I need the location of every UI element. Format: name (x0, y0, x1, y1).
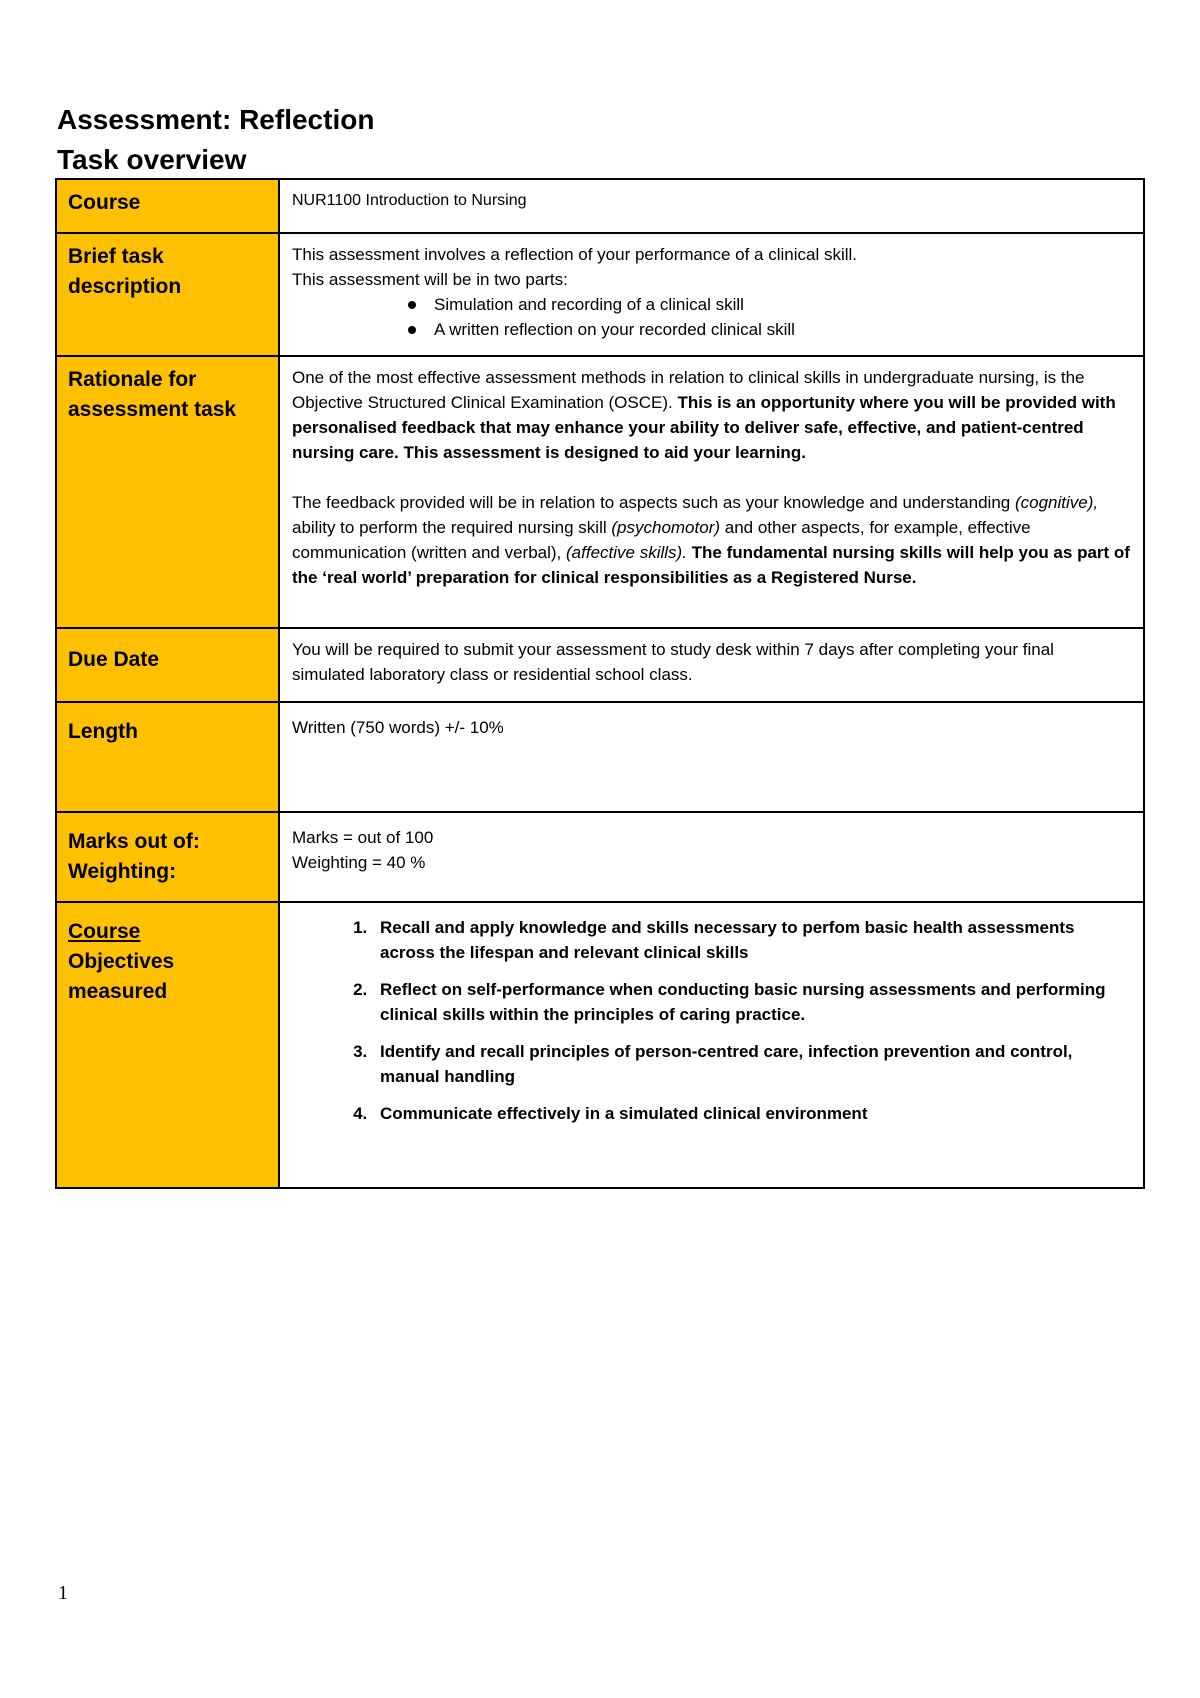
objectives-label-line-2: Objectives measured (68, 950, 175, 1003)
due-value: You will be required to submit your assessment to study desk within 7 days after completing your final simulated laboratory class or residential school class. (292, 640, 1054, 684)
marks-content (279, 812, 1144, 902)
course-value-text: NUR1100 Introduction to Nursing (292, 192, 527, 209)
page-title: Assessment: Reflection (57, 104, 375, 135)
rationale-p2-affective: (affective skills). (566, 543, 687, 562)
table-row-length (56, 702, 1144, 812)
course-label: Course (56, 179, 279, 233)
due-content (279, 628, 1144, 702)
list-item: 4. Communicate effectively in a simulated clinical environment (372, 1101, 1131, 1126)
course-value (279, 179, 1144, 233)
list-item: 1. Recall and apply knowledge and skills necessary to perfom basic health assessments across the lifespan and relevant clinical skills (372, 915, 1131, 965)
list-item: Simulation and recording of a clinical skill (434, 292, 1131, 317)
rationale-p2-a: The feedback provided will be in relation to aspects such as your knowledge and understanding (292, 493, 1015, 512)
table-row-due (56, 628, 1144, 702)
table-row-brief (56, 233, 1144, 356)
marks-label (56, 812, 279, 902)
length-content (279, 702, 1144, 812)
task-overview-table (55, 178, 1145, 1189)
weighting-value: Weighting = 40 % (292, 853, 426, 872)
objectives-label-line-1: Course (68, 920, 141, 943)
objectives-list (292, 915, 1131, 1126)
rationale-p2-cognitive: (cognitive), (1014, 493, 1099, 512)
rationale-p1-a: One of the most effective assessment methods in relation to clinical skills in undergraduate nursing, is the Objective Structured Clinical Examination (OSCE). (292, 368, 1085, 412)
page-subtitle: Task overview (57, 144, 247, 175)
rationale-label: Rationale for assessment task (56, 356, 279, 628)
rationale-content (279, 356, 1144, 628)
objectives-content (279, 902, 1144, 1188)
rationale-paragraph-2 (292, 490, 1131, 590)
objectives-label (56, 902, 279, 1188)
list-item: 3. Identify and recall principles of person-centred care, infection prevention and control, manual handling (372, 1039, 1131, 1089)
due-label: Due Date (56, 628, 279, 702)
table-row-rationale (56, 356, 1144, 628)
length-label: Length (56, 702, 279, 812)
marks-label-line-1: Marks out of: (68, 830, 200, 853)
page-number: 1 (58, 1582, 68, 1604)
document-header (57, 100, 374, 180)
rationale-p2-c: and other aspects, for example, effective communication (written and verbal), (292, 518, 1031, 562)
length-value: Written (750 words) +/- 10% (292, 718, 504, 737)
brief-line-1: This assessment involves a reflection of your performance of a clinical skill. (292, 245, 858, 264)
rationale-p2-d: The fundamental nursing skills will help you as part of the ‘real world’ preparation for clinical responsibilities as a Registered Nurse. (292, 543, 1130, 587)
table-row-objectives (56, 902, 1144, 1188)
brief-label: Brief task description (56, 233, 279, 356)
rationale-paragraph-1 (292, 365, 1131, 465)
table-row-course (56, 179, 1144, 233)
list-item: A written reflection on your recorded clinical skill (434, 317, 1131, 342)
list-item: 2. Reflect on self-performance when conducting basic nursing assessments and performing clinical skills within the principles of caring practice. (372, 977, 1131, 1027)
brief-line-2: This assessment will be in two parts: (292, 270, 568, 289)
marks-value: Marks = out of 100 (292, 828, 434, 847)
table-row-marks (56, 812, 1144, 902)
marks-label-line-2: Weighting: (68, 860, 177, 883)
rationale-p2-psychomotor: (psychomotor) (611, 518, 721, 537)
rationale-p2-b: ability to perform the required nursing skill (292, 518, 612, 537)
brief-parts-list (292, 292, 1131, 342)
rationale-p1-b: This is an opportunity where you will be provided with personalised feedback that may enhance your ability to deliver safe, effective, and patient-centred nursing care. This assessment is designed to aid your learning. (292, 393, 1116, 462)
brief-content (279, 233, 1144, 356)
